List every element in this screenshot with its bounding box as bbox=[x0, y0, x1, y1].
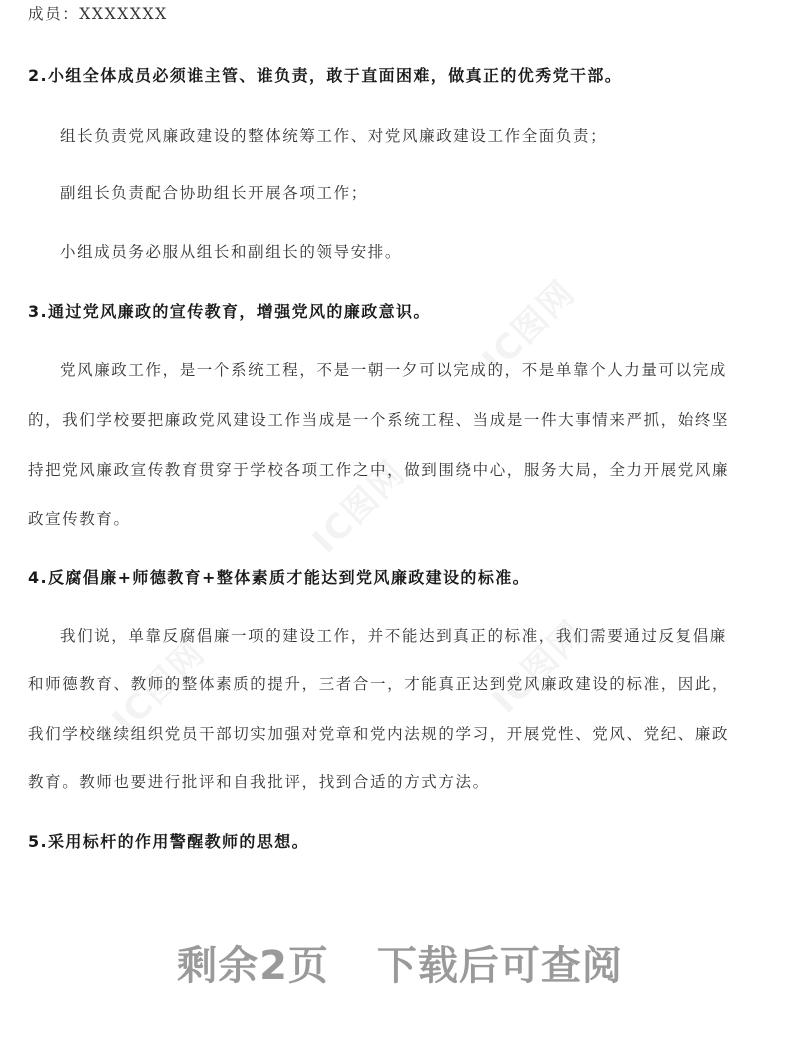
download-banner[interactable] bbox=[0, 936, 800, 996]
watermark: IC图网 bbox=[484, 612, 594, 722]
remaining-pages-label: 剩余2页 bbox=[177, 943, 329, 989]
watermark: IC图网 bbox=[474, 272, 584, 382]
section-heading-4: 4.反腐倡廉+师德教育+整体素质才能达到党风廉政建设的标准。 bbox=[28, 568, 531, 587]
section-heading-2: 2.小组全体成员必须谁主管、谁负责，敢于直面困难，做真正的优秀党干部。 bbox=[28, 66, 623, 85]
paragraph-line: 副组长负责配合协助组长开展各项工作； bbox=[60, 184, 368, 202]
paragraph-line: 组长负责党风廉政建设的整体统筹工作、对党风廉政建设工作全面负责； bbox=[60, 127, 608, 145]
paragraph-line: 小组成员务必服从组长和副组长的领导安排。 bbox=[60, 243, 403, 261]
paragraph-line: 持把党风廉政宣传教育贯穿于学校各项工作之中，做到围绕中心，服务大局，全力开展党风廉 bbox=[28, 461, 730, 479]
paragraph-line: 我们学校继续组织党员干部切实加强对党章和党内法规的学习，开展党性、党风、党纪、廉政 bbox=[28, 725, 730, 743]
watermark: IC图网 bbox=[104, 632, 214, 742]
watermark: IC图网 bbox=[304, 452, 414, 562]
paragraph-line: 政宣传教育。 bbox=[28, 510, 131, 528]
paragraph-line: 党风廉政工作，是一个系统工程，不是一朝一夕可以完成的，不是单靠个人力量可以完成 bbox=[60, 361, 727, 379]
members-line: 成员：XXXXXXX bbox=[28, 5, 168, 23]
paragraph-line: 教育。教师也要进行批评和自我批评，找到合适的方式方法。 bbox=[28, 773, 490, 791]
section-heading-3: 3.通过党风廉政的宣传教育，增强党风的廉政意识。 bbox=[28, 302, 431, 321]
paragraph-line: 的，我们学校要把廉政党风建设工作当成是一个系统工程、当成是一件大事情来严抓，始终坚 bbox=[28, 411, 730, 429]
download-hint-label: 下载后可查阅 bbox=[376, 943, 623, 989]
section-heading-5: 5.采用标杆的作用警醒教师的思想。 bbox=[28, 832, 310, 851]
paragraph-line: 和师德教育、教师的整体素质的提升，三者合一，才能真正达到党风廉政建设的标准，因此， bbox=[28, 675, 730, 693]
paragraph-line: 我们说，单靠反腐倡廉一项的建设工作，并不能达到真正的标准，我们需要通过反复倡廉 bbox=[60, 627, 727, 645]
